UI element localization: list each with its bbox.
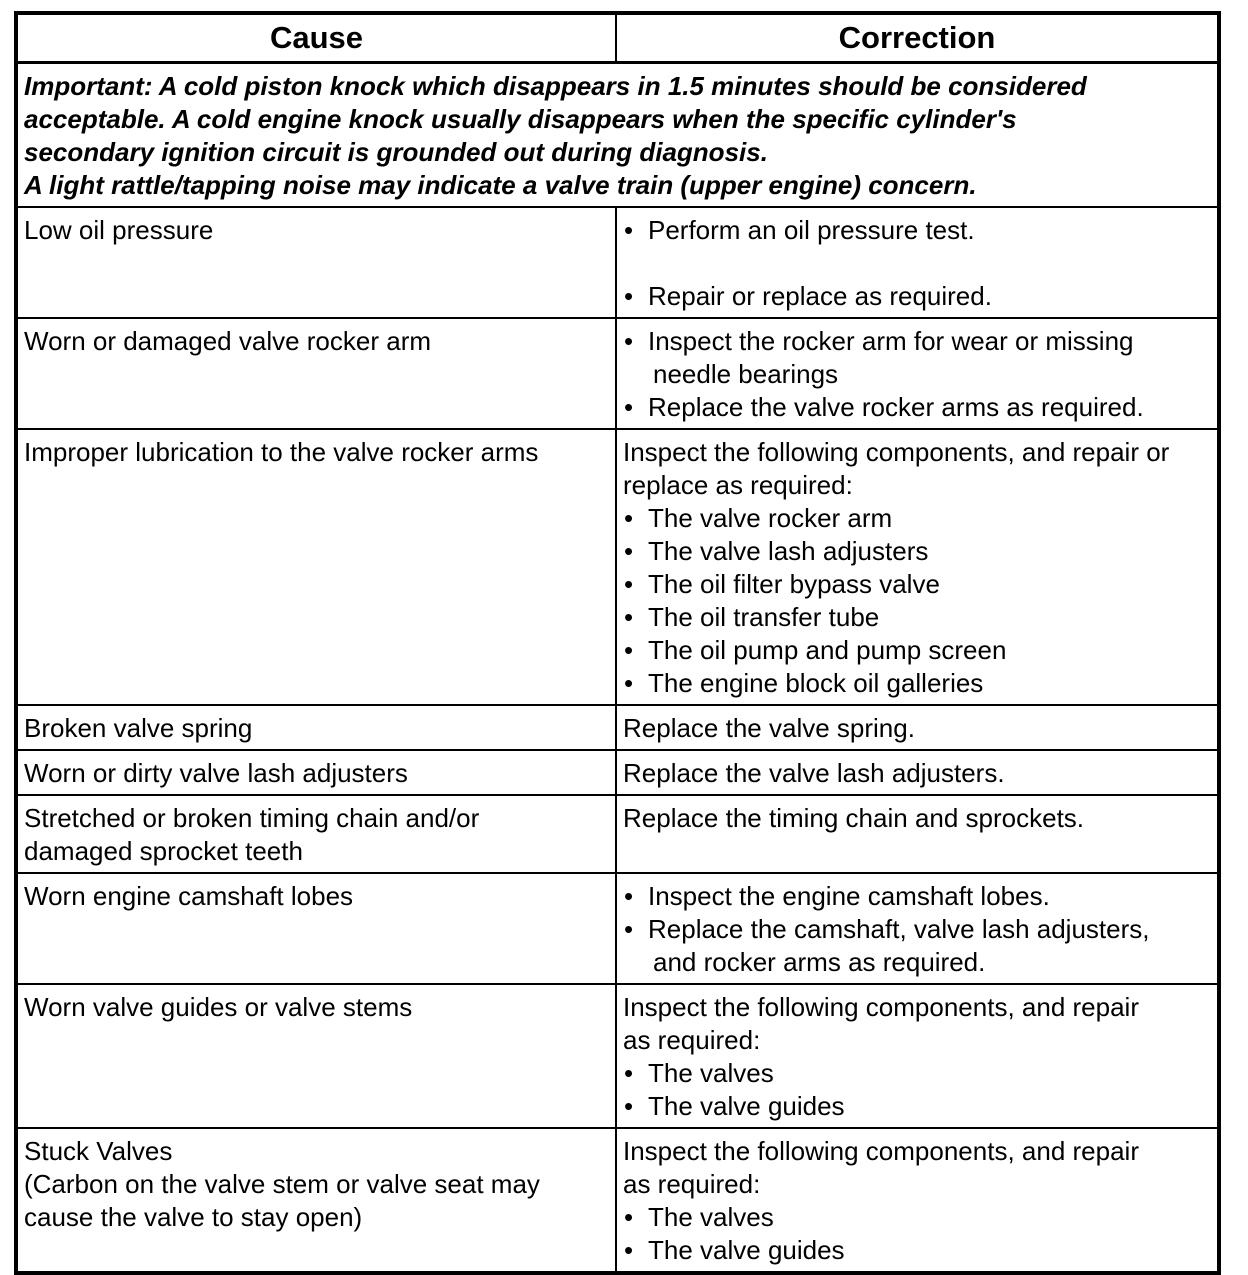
correction-text: replace as required: bbox=[623, 470, 853, 500]
correction-bullet-item bbox=[623, 568, 1211, 601]
correction-bullet-item bbox=[623, 667, 1211, 700]
correction-bullet-item bbox=[623, 1057, 1211, 1090]
correction-bullet-text: • The oil pump and pump screen bbox=[648, 635, 1007, 665]
cause-text: Worn engine camshaft lobes bbox=[24, 881, 354, 911]
table-row bbox=[16, 207, 1219, 318]
important-note bbox=[16, 63, 1219, 208]
cause-text: damaged sprocket teeth bbox=[24, 836, 303, 866]
cause-text: Worn or dirty valve lash adjusters bbox=[24, 758, 408, 788]
cause-text: Worn valve guides or valve stems bbox=[24, 992, 413, 1022]
correction-cell bbox=[616, 429, 1219, 705]
correction-bullet-text: • The valve rocker arm bbox=[648, 503, 893, 533]
correction-text: Inspect the following components, and repair bbox=[623, 1136, 1139, 1166]
correction-bullet-text: • The oil filter bypass valve bbox=[648, 569, 940, 599]
important-line: Important: A cold piston knock which disappears in 1.5 minutes should be considered bbox=[24, 71, 1087, 101]
correction-bullet-item bbox=[623, 601, 1211, 634]
correction-bullet-item bbox=[623, 214, 1211, 247]
correction-text: Replace the valve spring. bbox=[623, 713, 915, 743]
table-row bbox=[16, 318, 1219, 429]
cause-text: cause the valve to stay open) bbox=[24, 1202, 363, 1232]
correction-bullet-text: • Inspect the rocker arm for wear or missing bbox=[648, 326, 1134, 356]
correction-cell bbox=[616, 873, 1219, 984]
correction-bullet-text: and rocker arms as required. bbox=[653, 947, 986, 977]
correction-bullet-item bbox=[623, 1090, 1211, 1123]
table-row bbox=[16, 705, 1219, 750]
correction-text: Replace the valve lash adjusters. bbox=[623, 758, 1005, 788]
correction-bullet-item bbox=[623, 913, 1211, 979]
correction-bullet-item bbox=[623, 880, 1211, 913]
correction-cell bbox=[616, 207, 1219, 318]
correction-bullet-item bbox=[623, 391, 1211, 424]
cause-cell bbox=[16, 750, 616, 795]
correction-text: Inspect the following components, and repair bbox=[623, 992, 1139, 1022]
cause-text: Worn or damaged valve rocker arm bbox=[24, 326, 432, 356]
correction-bullet-text: • Replace the camshaft, valve lash adjusters, bbox=[648, 914, 1150, 944]
table-row bbox=[16, 750, 1219, 795]
cause-cell bbox=[16, 1128, 616, 1273]
cause-cell bbox=[16, 873, 616, 984]
cause-text: (Carbon on the valve stem or valve seat may bbox=[24, 1169, 540, 1199]
important-line: secondary ignition circuit is grounded out during diagnosis. bbox=[24, 137, 768, 167]
correction-bullet-text: • Repair or replace as required. bbox=[648, 281, 992, 311]
important-note-row bbox=[16, 63, 1219, 208]
important-line: acceptable. A cold engine knock usually disappears when the specific cylinder's bbox=[24, 104, 1017, 134]
correction-cell bbox=[616, 984, 1219, 1128]
correction-text: as required: bbox=[623, 1169, 761, 1199]
cause-cell bbox=[16, 207, 616, 318]
correction-cell bbox=[616, 750, 1219, 795]
correction-cell bbox=[616, 795, 1219, 873]
correction-text: as required: bbox=[623, 1025, 761, 1055]
correction-cell bbox=[616, 318, 1219, 429]
correction-bullet-text: • The valves bbox=[648, 1202, 774, 1232]
correction-cell bbox=[616, 705, 1219, 750]
diagnostic-table bbox=[14, 11, 1221, 1275]
correction-bullet-text: • Replace the valve rocker arms as required. bbox=[648, 392, 1144, 422]
table-body bbox=[16, 63, 1219, 1274]
correction-bullet-text: • The valve guides bbox=[648, 1235, 845, 1265]
correction-bullet-item bbox=[623, 1201, 1211, 1234]
correction-bullet-text: • The valves bbox=[648, 1058, 774, 1088]
correction-bullet-item bbox=[623, 634, 1211, 667]
correction-bullet-item bbox=[623, 502, 1211, 535]
correction-bullet-text: • The valve lash adjusters bbox=[648, 536, 929, 566]
table-row bbox=[16, 429, 1219, 705]
cause-text: Broken valve spring bbox=[24, 713, 253, 743]
header-correction: Correction bbox=[616, 13, 1219, 63]
table-row bbox=[16, 795, 1219, 873]
important-line: A light rattle/tapping noise may indicate a valve train (upper engine) concern. bbox=[24, 170, 977, 200]
correction-text: Inspect the following components, and repair or bbox=[623, 437, 1170, 467]
correction-bullet-item bbox=[623, 1234, 1211, 1267]
correction-bullet-text: needle bearings bbox=[653, 359, 839, 389]
correction-bullet-text: • The valve guides bbox=[648, 1091, 845, 1121]
cause-text: Low oil pressure bbox=[24, 215, 214, 245]
correction-bullet-text: • The oil transfer tube bbox=[648, 602, 880, 632]
cause-cell bbox=[16, 318, 616, 429]
correction-cell bbox=[616, 1128, 1219, 1273]
correction-text: Replace the timing chain and sprockets. bbox=[623, 803, 1085, 833]
table-row bbox=[16, 1128, 1219, 1273]
cause-cell bbox=[16, 984, 616, 1128]
cause-text: Improper lubrication to the valve rocker arms bbox=[24, 437, 539, 467]
table-row bbox=[16, 873, 1219, 984]
table-row bbox=[16, 984, 1219, 1128]
correction-bullet-item bbox=[623, 535, 1211, 568]
correction-bullet-text: • The engine block oil galleries bbox=[648, 668, 984, 698]
correction-bullet-item bbox=[623, 280, 1211, 313]
correction-bullet-text: • Inspect the engine camshaft lobes. bbox=[648, 881, 1050, 911]
header-row bbox=[16, 13, 1219, 63]
spacer bbox=[623, 247, 1211, 280]
cause-text: Stuck Valves bbox=[24, 1136, 173, 1166]
cause-cell bbox=[16, 429, 616, 705]
header-cause: Cause bbox=[16, 13, 616, 63]
correction-bullet-text: • Perform an oil pressure test. bbox=[648, 215, 975, 245]
correction-bullet-item bbox=[623, 325, 1211, 391]
cause-cell bbox=[16, 705, 616, 750]
cause-cell bbox=[16, 795, 616, 873]
cause-text: Stretched or broken timing chain and/or bbox=[24, 803, 480, 833]
